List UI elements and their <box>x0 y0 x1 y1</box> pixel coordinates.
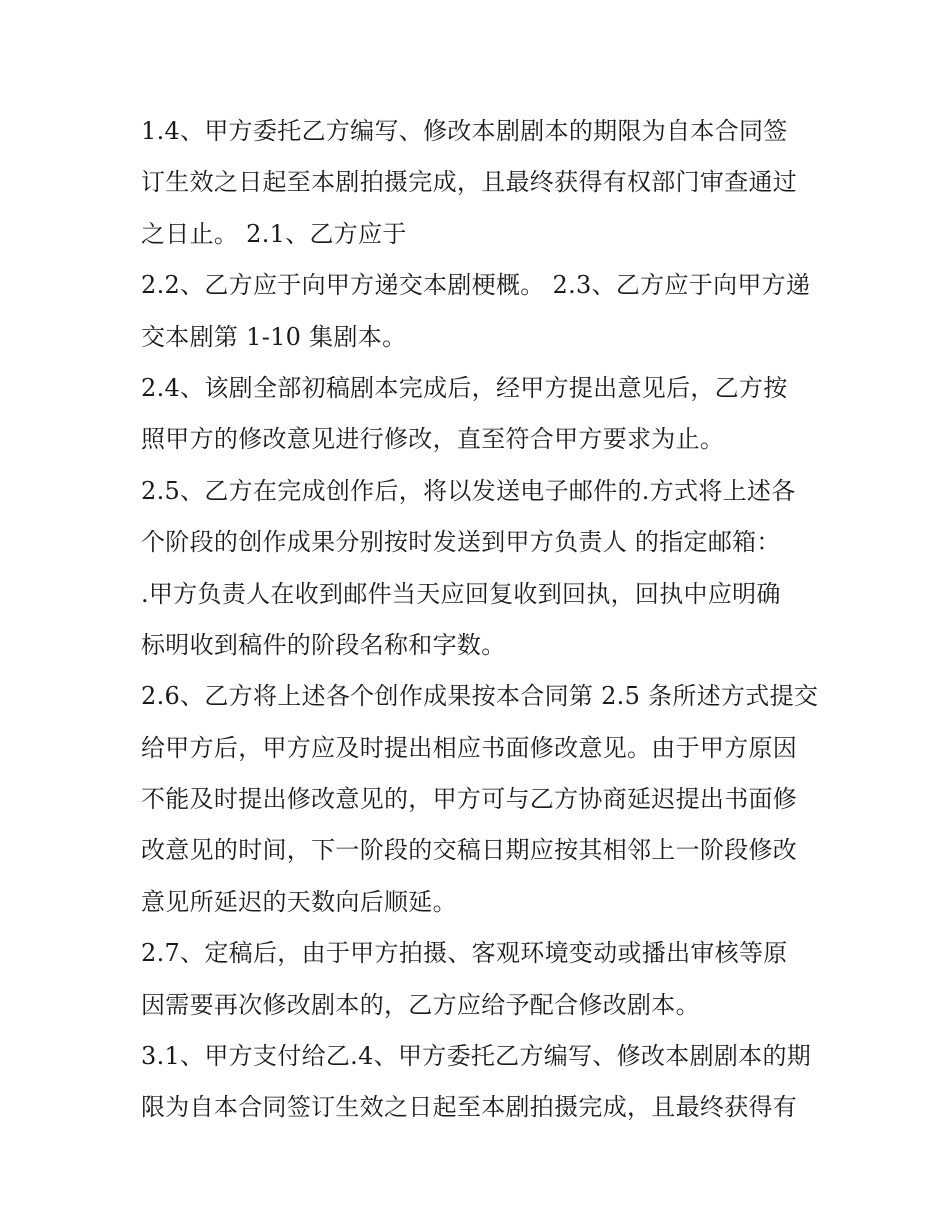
text-line: 之日止。 2.1、乙方应于 <box>141 219 407 248</box>
text-line: 2.4、该剧全部初稿剧本完成后，经甲方提出意见后，乙方按 <box>141 373 788 402</box>
text-line: 2.5、乙方在完成创作后，将以发送电子邮件的.方式将上述各 <box>141 476 796 505</box>
text-line: 订生效之日起至本剧拍摄完成，且最终获得有权部门审查通过 <box>141 168 798 197</box>
text-line: 个阶段的创作成果分别按时发送到甲方负责人 的指定邮箱： <box>141 528 781 557</box>
text-line: 2.7、定稿后，由于甲方拍摄、客观环境变动或播出审核等原 <box>141 939 788 968</box>
contract-text-body <box>141 106 821 1134</box>
text-line: 2.2、乙方应于向甲方递交本剧梗概。 2.3、乙方应于向甲方递 <box>141 271 811 300</box>
text-line: 2.6、乙方将上述各个创作成果按本合同第 2.5 条所述方式提交 <box>141 682 819 711</box>
text-line: 意见所延迟的天数向后顺延。 <box>141 887 457 916</box>
text-line: 不能及时提出修改意见的，甲方可与乙方协商延迟提出书面修 <box>141 785 798 814</box>
text-line: 标明收到稿件的阶段名称和字数。 <box>141 630 506 659</box>
text-line: 因需要再次修改剧本的，乙方应给予配合修改剧本。 <box>141 990 700 1019</box>
text-line: 改意见的时间，下一阶段的交稿日期应按其相邻上一阶段修改 <box>141 836 798 865</box>
text-line: 交本剧第 1-10 集剧本。 <box>141 322 407 351</box>
text-line: 1.4、甲方委托乙方编写、修改本剧剧本的期限为自本合同签 <box>141 117 788 145</box>
text-line: 给甲方后，甲方应及时提出相应书面修改意见。由于甲方原因 <box>141 733 798 762</box>
text-line: 照甲方的修改意见进行修改，直至符合甲方要求为止。 <box>141 425 725 454</box>
text-line: 限为自本合同签订生效之日起至本剧拍摄完成，且最终获得有 <box>141 1093 798 1122</box>
text-line: 3.1、甲方支付给乙.4、甲方委托乙方编写、修改本剧剧本的期 <box>141 1042 812 1071</box>
text-line: .甲方负责人在收到邮件当天应回复收到回执，回执中应明确 <box>141 579 781 608</box>
